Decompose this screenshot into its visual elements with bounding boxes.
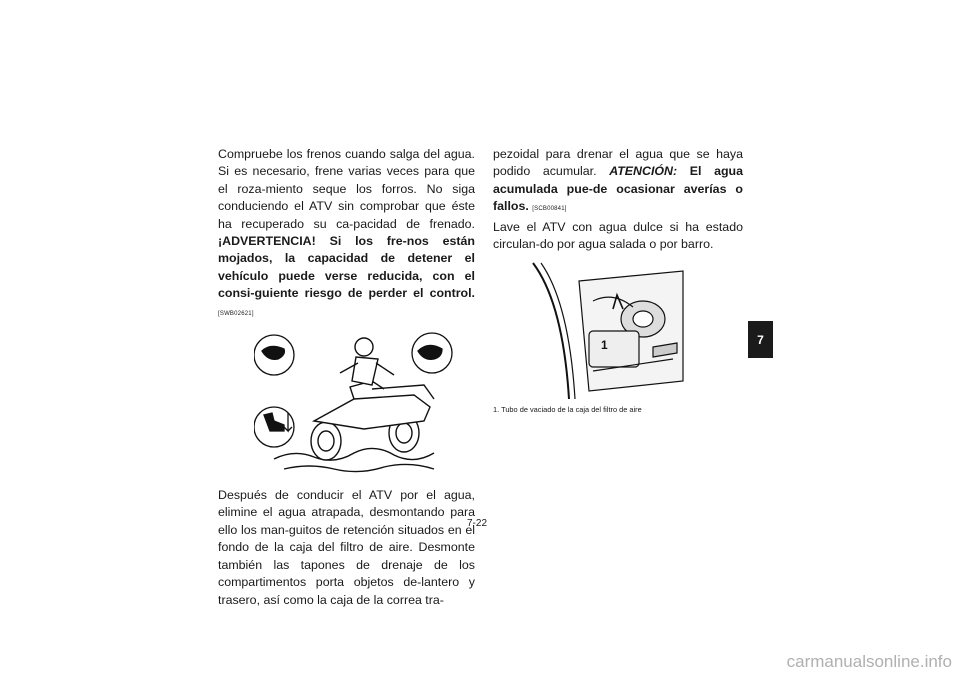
brake-warning: ¡ADVERTENCIA! Si los fre-nos están mojados, la capacidad de detener el vehículo puede verse reducida, con el consi-guiente riesgo de perder el control. [218, 234, 475, 301]
attention-label: ATENCIÓN: [609, 164, 678, 179]
atv-rider-image [254, 329, 454, 479]
watermark: carmanualsonline.info [786, 652, 952, 671]
chapter-tab: 7 [748, 321, 773, 358]
airbox-drain-image [493, 261, 687, 399]
attention-text: El agua acumulada pue-de ocasionar averías o fallos. [493, 164, 743, 214]
brake-lever-bubble [254, 335, 294, 375]
water-removal-paragraph: Después de conducir el ATV por el agua, elimine el agua atrapada, desmontando para ello los man-guitos de retención situados en el fondo de la caja del filtro de aire. Desmonte también las tapones de drenaje de los compartimentos porta objetos de-lantero y trasero, así como la caja de la correa tra- [218, 488, 475, 607]
foot-brake-bubble [254, 407, 294, 447]
drain-paragraph [493, 146, 743, 219]
drain-text: pezoidal para drenar el agua que se haya podido acumular. [493, 147, 743, 179]
wash-paragraph: Lave el ATV con agua dulce si ha estado circulan-do por agua salada o por barro. [493, 219, 743, 252]
attention-code: [SCB00841] [532, 206, 567, 213]
brake-check-text: Compruebe los frenos cuando salga del agua. Si es necesario, frene varias veces para que el roza-miento seque los forros. No siga conduciendo el ATV sin comprobar que éste ha recuperado su ca-pacidad de frenado. [218, 147, 475, 231]
warning-code: [SWB02621] [218, 310, 254, 317]
atv-water-illustration [254, 329, 454, 479]
airbox-drain-figure [493, 261, 687, 399]
figure-caption: 1. Tubo de vaciado de la caja del filtro de aire [493, 405, 642, 415]
page-number: 7-22 [467, 518, 488, 529]
brake-check-paragraph [218, 146, 475, 323]
right-column [493, 146, 743, 415]
throttle-bubble [412, 333, 452, 373]
callout-number: 1 [601, 338, 608, 353]
left-column [218, 146, 475, 609]
